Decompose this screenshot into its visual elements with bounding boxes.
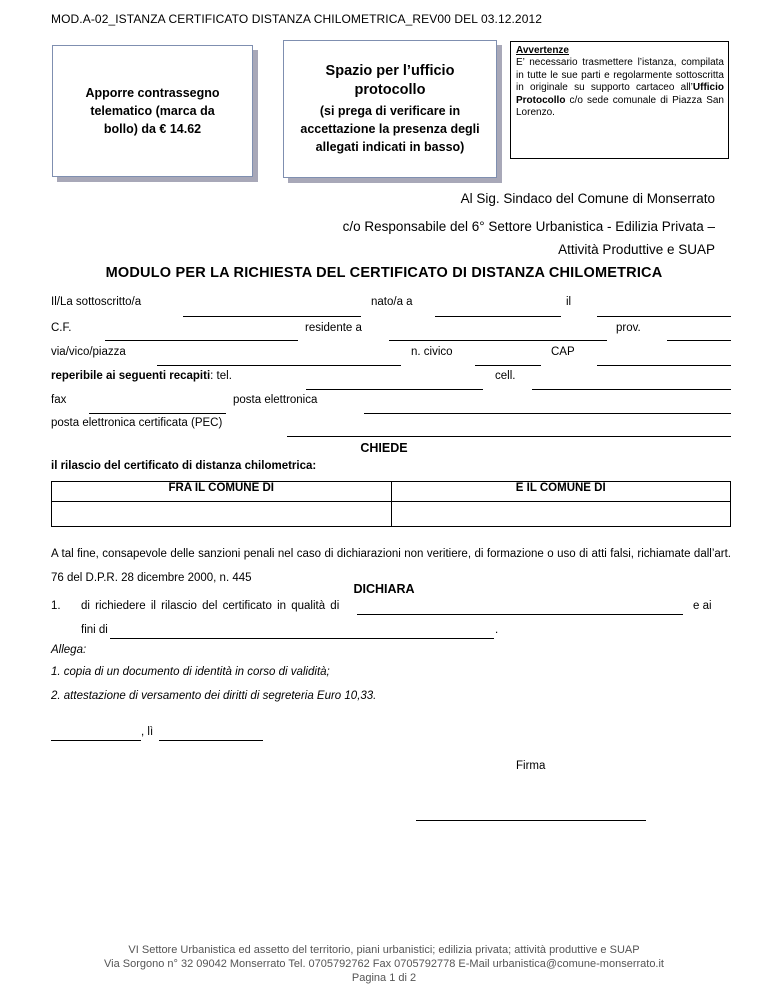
protocol-box-line2: protocollo bbox=[354, 82, 426, 98]
table-row bbox=[52, 502, 731, 527]
footer-line1: VI Settore Urbanistica ed assetto del territorio, piani urbanistici; edilizia privata; attività produttive e SUAP bbox=[128, 944, 640, 956]
cell-to-comune[interactable] bbox=[391, 502, 731, 527]
consent-paragraph: A tal fine, consapevole delle sanzioni penali nel caso di dichiarazioni non veritiere, di formazione o uso di atti falsi, richiamate dall’art. 76 del D.P.R. 28 dicembre 2000, n. 445 bbox=[51, 548, 731, 584]
dichiara-heading: DICHIARA bbox=[353, 582, 415, 596]
header-to: E IL COMUNE DI bbox=[391, 482, 731, 502]
recipient-line2: c/o Responsabile del 6° Settore Urbanistica - Edilizia Privata – bbox=[342, 219, 715, 234]
field-place[interactable] bbox=[51, 740, 141, 741]
label-via: via/vico/piazza bbox=[51, 346, 126, 358]
allega-item2: 2. attestazione di versamento dei diritti di segreteria Euro 10,33. bbox=[51, 690, 377, 702]
label-pec: posta elettronica certificata (PEC) bbox=[51, 417, 223, 429]
field-birthplace[interactable] bbox=[435, 316, 561, 317]
label-reperibile bbox=[51, 370, 232, 382]
chiede-heading: CHIEDE bbox=[360, 441, 408, 455]
item1-number: 1. bbox=[51, 600, 61, 612]
header-from: FRA IL COMUNE DI bbox=[52, 482, 392, 502]
field-qualita[interactable] bbox=[357, 614, 683, 615]
stamp-box-line2: telematico (marca da bbox=[90, 104, 215, 118]
label-cf: C.F. bbox=[51, 322, 72, 334]
field-fini[interactable] bbox=[110, 638, 494, 639]
field-pec[interactable] bbox=[287, 436, 731, 437]
item1-text: di richiedere il rilascio del certificato in qualità di bbox=[81, 600, 340, 612]
label-reperibile-bold: reperibile ai seguenti recapiti bbox=[51, 370, 211, 382]
field-prov[interactable] bbox=[667, 340, 731, 341]
label-fax: fax bbox=[51, 394, 67, 406]
stamp-box-line3: bollo) da € 14.62 bbox=[103, 122, 202, 136]
item1-suffix: e ai bbox=[693, 600, 712, 612]
notice-text-after: c/o sede comunale di Piazza San Lorenzo. bbox=[516, 94, 724, 119]
recipient-line1: Al Sig. Sindaco del Comune di Monserrato bbox=[460, 191, 715, 206]
field-street[interactable] bbox=[157, 365, 401, 366]
form-title: MODULO PER LA RICHIESTA DEL CERTIFICATO DI DISTANZA CHILOMETRICA bbox=[105, 265, 663, 281]
label-residente: residente a bbox=[305, 322, 362, 334]
label-reperibile-rest: : tel. bbox=[210, 370, 232, 382]
footer-line2: Via Sorgono n° 32 09042 Monserrato Tel. 0705792762 Fax 0705792778 E-Mail urbanistica@comune-monserrato.it bbox=[103, 958, 664, 970]
notice-text-before: E’ necessario trasmettere l’istanza, compilata in tutte le sue parti e regolarmente sottoscritta in originale su supporto cartaceo all’ bbox=[516, 57, 724, 94]
notice-title: Avvertenze bbox=[516, 45, 569, 56]
field-fax[interactable] bbox=[89, 413, 226, 414]
allega-item1: 1. copia di un documento di identità in corso di validità; bbox=[51, 666, 330, 678]
label-cap: CAP bbox=[551, 346, 575, 358]
item1-end: . bbox=[495, 624, 499, 636]
document-header: MOD.A-02_ISTANZA CERTIFICATO DISTANZA CHILOMETRICA_REV00 DEL 03.12.2012 bbox=[51, 12, 543, 26]
stamp-box bbox=[52, 45, 253, 177]
protocol-box bbox=[283, 40, 497, 178]
field-cf[interactable] bbox=[105, 340, 298, 341]
recipient-line3: Attività Produttive e SUAP bbox=[558, 242, 715, 257]
cell-from-comune[interactable] bbox=[52, 502, 392, 527]
label-il: il bbox=[566, 296, 572, 308]
notice-text-bold: Ufficio Protocollo bbox=[516, 82, 724, 106]
field-signature[interactable] bbox=[416, 820, 646, 821]
label-civico: n. civico bbox=[411, 346, 453, 358]
protocol-box-line5: allegati indicati in basso) bbox=[315, 140, 465, 154]
notice-box bbox=[510, 41, 729, 159]
field-date[interactable] bbox=[159, 740, 263, 741]
field-email[interactable] bbox=[364, 413, 731, 414]
field-residence[interactable] bbox=[389, 340, 607, 341]
field-name[interactable] bbox=[183, 316, 361, 317]
firma-label: Firma bbox=[516, 760, 546, 772]
label-nato: nato/a a bbox=[371, 296, 413, 308]
field-phone[interactable] bbox=[306, 389, 483, 390]
field-cell[interactable] bbox=[532, 389, 731, 390]
label-sottoscritto: Il/La sottoscritto/a bbox=[51, 296, 142, 308]
protocol-box-line4: accettazione la presenza degli bbox=[300, 122, 480, 136]
protocol-box-line3: (si prega di verificare in bbox=[319, 104, 461, 118]
label-email: posta elettronica bbox=[233, 394, 318, 406]
field-cap[interactable] bbox=[597, 365, 731, 366]
notice-text bbox=[516, 57, 724, 119]
stamp-box-line1: Apporre contrassegno bbox=[85, 86, 220, 100]
allega-label: Allega: bbox=[51, 644, 87, 656]
footer-page: Pagina 1 di 2 bbox=[351, 972, 417, 984]
item1-fini: fini di bbox=[81, 624, 108, 636]
label-prov: prov. bbox=[616, 322, 641, 334]
field-birthdate[interactable] bbox=[597, 316, 731, 317]
protocol-box-line1: Spazio per l’ufficio bbox=[325, 63, 455, 79]
label-cell: cell. bbox=[495, 370, 516, 382]
date-li-label: , lì bbox=[141, 726, 154, 738]
rilascio-text: il rilascio del certificato di distanza chilometrica: bbox=[51, 460, 317, 472]
table-header-row bbox=[52, 482, 731, 502]
comuni-table bbox=[51, 481, 731, 527]
field-civic-number[interactable] bbox=[475, 365, 541, 366]
